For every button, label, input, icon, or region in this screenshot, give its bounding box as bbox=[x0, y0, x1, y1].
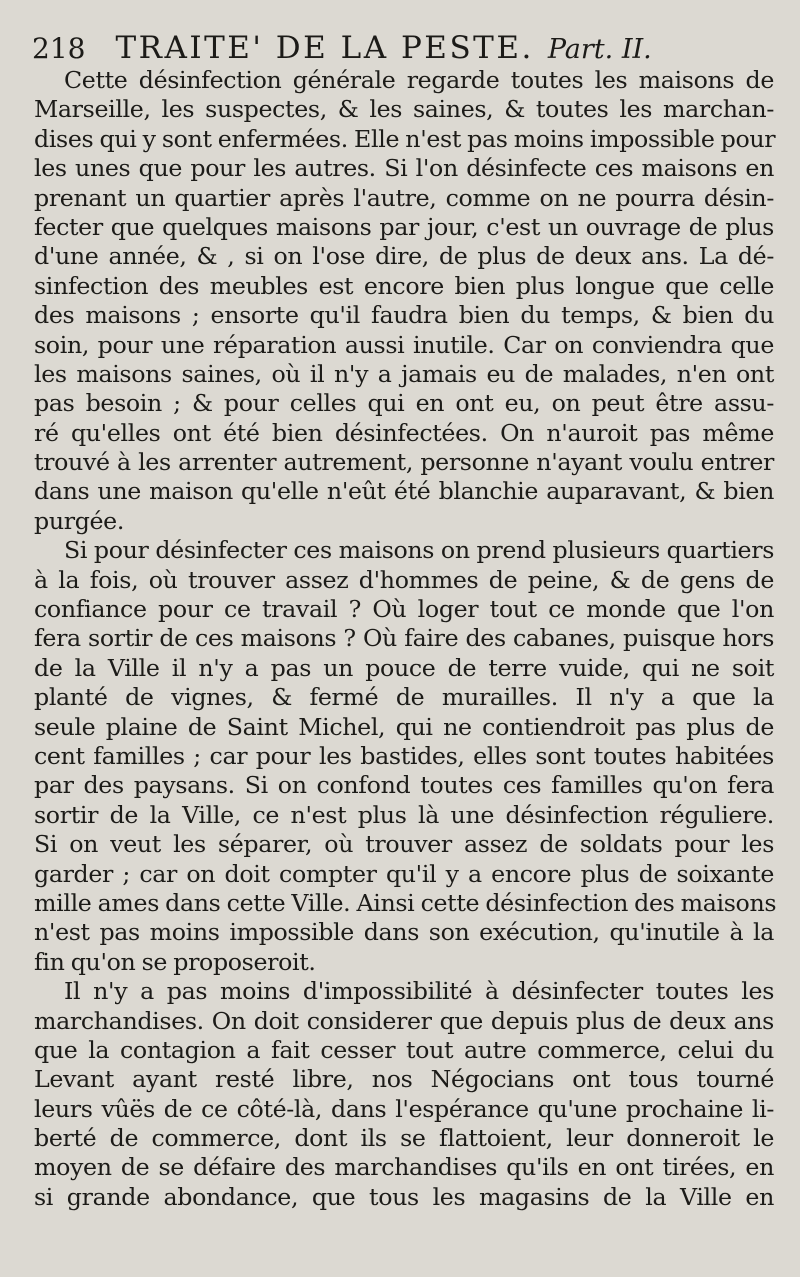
text-line: mille ames dans cette Ville. Ainsi cette désinfection des maisons bbox=[34, 888, 777, 917]
text-line: ré qu'elles ont été bien désinfectées. On n'auroit pas même bbox=[34, 418, 774, 447]
text-line: Levant ayant resté libre, nos Négocians ont tous tourné bbox=[34, 1065, 774, 1094]
text-line: des maisons ; ensorte qu'il faudra bien du temps, & bien du bbox=[34, 301, 774, 330]
text-line: dises qui y sont enfermées. Elle n'est pas moins impossible pour bbox=[34, 124, 776, 153]
running-title: TRAITE' DE LA PESTE. bbox=[115, 30, 534, 66]
text-line: sortir de la Ville, ce n'est plus là une désinfection réguliere. bbox=[34, 800, 774, 829]
text-line: seule plaine de Saint Michel, qui ne contiendroit pas plus de bbox=[34, 712, 774, 741]
text-line: marchandises. On doit considerer que depuis plus de deux ans bbox=[34, 1006, 774, 1035]
text-line: fin qu'on se proposeroit. bbox=[34, 947, 316, 976]
text-line: si grande abondance, que tous les magasins de la Ville en bbox=[34, 1182, 774, 1211]
text-line: soin, pour une réparation aussi inutile. Car on conviendra que bbox=[34, 330, 774, 359]
text-line: Il n'y a pas moins d'impossibilité à désinfecter toutes les bbox=[64, 977, 774, 1006]
text-line: d'une année, & , si on l'ose dire, de plus de deux ans. La dé- bbox=[34, 242, 774, 271]
text-line: sinfection des meubles est encore bien plus longue que celle bbox=[34, 271, 774, 300]
text-line: les maisons saines, où il n'y a jamais eu de malades, n'en ont bbox=[34, 359, 774, 388]
text-line: Si on veut les séparer, où trouver assez de soldats pour les bbox=[34, 830, 774, 859]
text-line: berté de commerce, dont ils se flattoient, leur donneroit le bbox=[34, 1124, 774, 1153]
text-line: que la contagion a fait cesser tout autre commerce, celui du bbox=[34, 1035, 774, 1064]
text-line: cent familles ; car pour les bastides, elles sont toutes habitées bbox=[34, 741, 774, 770]
text-line: purgée. bbox=[34, 506, 125, 535]
text-line: les unes que pour les autres. Si l'on désinfecte ces maisons en bbox=[34, 154, 774, 183]
running-header bbox=[32, 30, 772, 70]
text-line: planté de vignes, & fermé de murailles. Il n'y a que la bbox=[34, 683, 774, 712]
text-line: fera sortir de ces maisons ? Où faire des cabanes, puisque hors bbox=[34, 624, 774, 653]
text-line: Si pour désinfecter ces maisons on prend plusieurs quartiers bbox=[64, 536, 774, 565]
text-line: garder ; car on doit compter qu'il y a encore plus de soixante bbox=[34, 859, 774, 888]
body-text bbox=[34, 66, 777, 1212]
page-number: 218 bbox=[32, 32, 86, 65]
text-line: à la fois, où trouver assez d'hommes de peine, & de gens de bbox=[34, 565, 774, 594]
text-line: de la Ville il n'y a pas un pouce de terre vuide, qui ne soit bbox=[34, 653, 774, 682]
text-line: n'est pas moins impossible dans son exécution, qu'inutile à la bbox=[34, 918, 774, 947]
text-line: trouvé à les arrenter autrement, personne n'ayant voulu entrer bbox=[34, 448, 774, 477]
text-line: par des paysans. Si on confond toutes ces familles qu'on fera bbox=[34, 771, 774, 800]
text-line: Marseille, les suspectes, & les saines, & toutes les marchan- bbox=[34, 95, 774, 124]
text-line: pas besoin ; & pour celles qui en ont eu, on peut être assu- bbox=[34, 389, 774, 418]
text-line: prenant un quartier après l'autre, comme on ne pourra désin- bbox=[34, 183, 774, 212]
text-line: dans une maison qu'elle n'eût été blanchie auparavant, & bien bbox=[34, 477, 774, 506]
text-line: confiance pour ce travail ? Où loger tout ce monde que l'on bbox=[34, 595, 774, 624]
part-label: Part. II. bbox=[547, 34, 652, 65]
text-line: Cette désinfection générale regarde toutes les maisons de bbox=[64, 66, 774, 94]
text-line: moyen de se défaire des marchandises qu'ils en ont tirées, en bbox=[34, 1153, 774, 1182]
text-line: leurs vûës de ce côté-là, dans l'espérance qu'une prochaine li- bbox=[34, 1094, 774, 1123]
text-line: fecter que quelques maisons par jour, c'est un ouvrage de plus bbox=[34, 212, 774, 241]
